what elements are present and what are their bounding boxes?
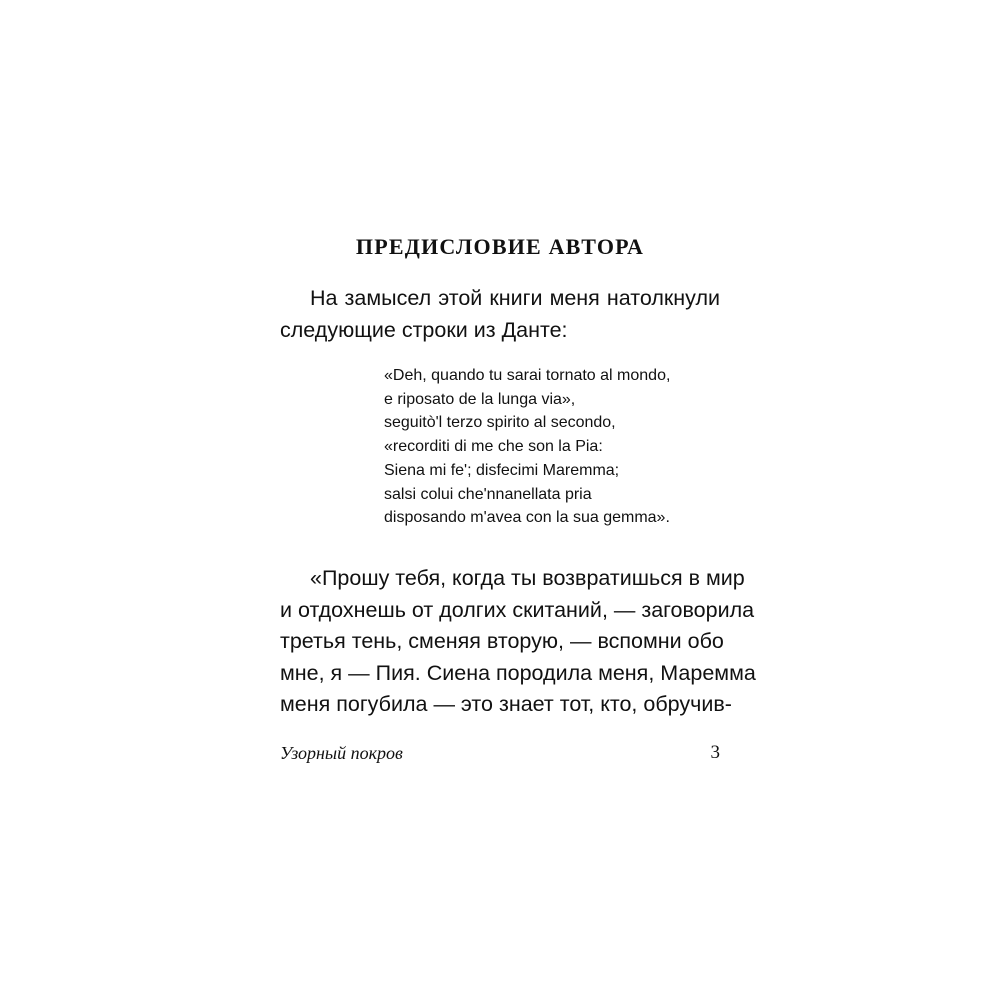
- verse-line: salsi colui che'nnanellata pria: [384, 485, 592, 503]
- intro-line: На замысел этой книги меня натолкнули: [310, 286, 720, 310]
- translation-line: мне, я — Пия. Сиена породила меня, Маремма: [280, 660, 756, 685]
- verse-line: Siena mi fe'; disfecimi Maremma;: [384, 461, 620, 479]
- chapter-heading: ПРЕДИСЛОВИЕ АВТОРА: [355, 234, 645, 259]
- translation-line: меня погубила — это знает тот, кто, обручив-: [280, 692, 732, 716]
- intro-paragraph: [280, 283, 720, 346]
- translation-line: «Прошу тебя, когда ты возвратишься в мир: [310, 566, 745, 590]
- verse-line: «Deh, quando tu sarai tornato al mondo,: [384, 367, 671, 384]
- page-number: 3: [710, 742, 720, 763]
- running-title: Узорный покров: [280, 743, 403, 763]
- verse-line: e riposato de la lunga via»,: [384, 390, 576, 408]
- translation-line: и отдохнешь от долгих скитаний, — заговорила: [280, 597, 755, 622]
- verse-line: seguitò'l terzo spirito al secondo,: [384, 414, 616, 432]
- translation-paragraph: [280, 563, 756, 721]
- verse-line: disposando m'avea con la sua gemma».: [384, 509, 670, 527]
- dante-verse-quote: [384, 364, 670, 530]
- translation-line: третья тень, сменяя вторую, — вспомни обо: [280, 629, 724, 653]
- verse-line: «recorditi di me che son la Pia:: [384, 438, 603, 456]
- intro-line: следующие строки из Данте:: [280, 317, 568, 342]
